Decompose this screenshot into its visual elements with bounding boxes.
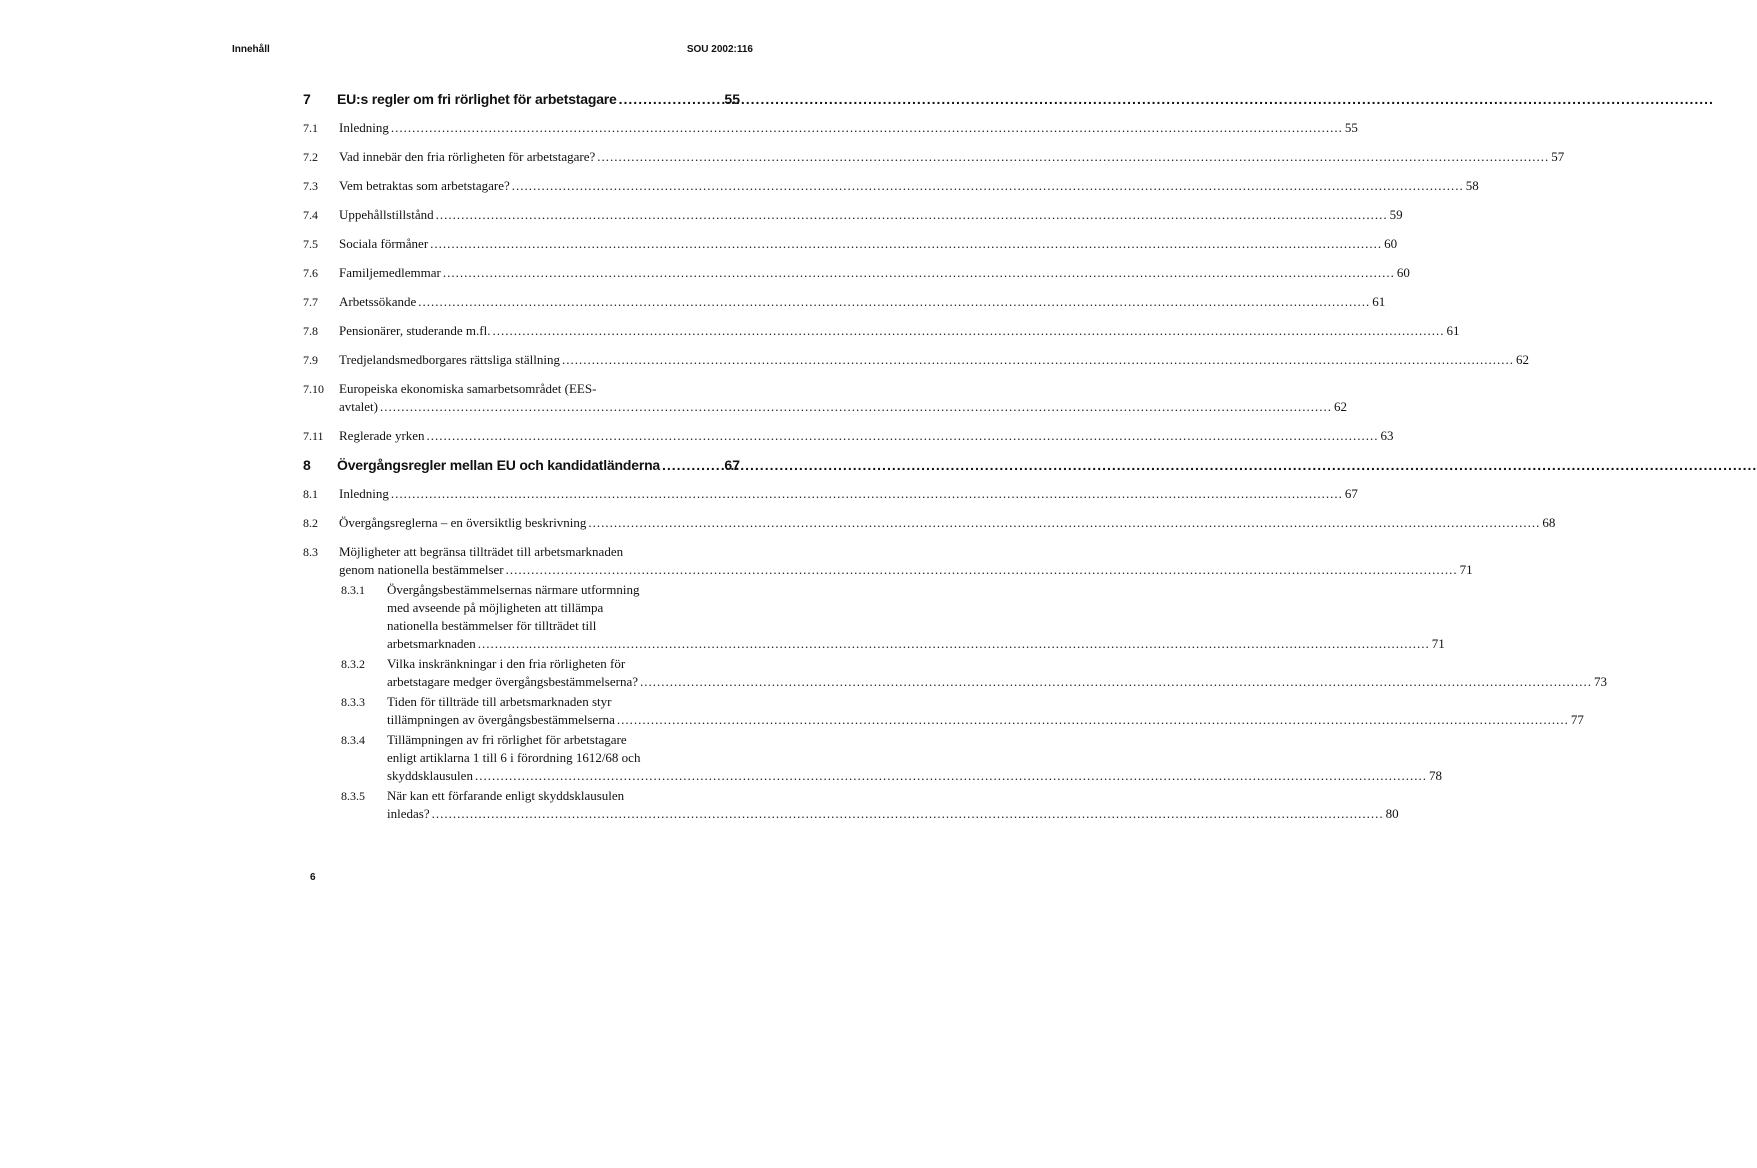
entry-page-number: 62 [1515,352,1529,367]
leader-dots [588,514,1540,532]
entry-last-line [387,767,1442,785]
leader-dots [475,767,1427,785]
section-number: 8.2 [303,516,318,530]
section-body [339,543,1473,579]
chapter-page-number: 55 [724,91,740,107]
leader-dots [427,427,1379,445]
entry-last-line [339,351,1529,369]
section-body [339,427,1394,445]
toc-section-entry [303,427,1394,445]
entry-last-line [387,711,1584,729]
leader-dots [391,119,1343,137]
section-number: 8.3 [303,545,318,559]
section-number: 7.11 [303,429,324,443]
leader-dots [432,805,1384,823]
entry-last-line [339,398,1347,416]
section-number: 8.1 [303,487,318,501]
subsection-body [387,693,1584,729]
entry-text-line: Europeiska ekonomiska samarbetsområdet (EES- [339,381,597,396]
entry-page-number: 57 [1551,149,1565,164]
entry-page-number: 61 [1446,323,1460,338]
chapter-number: 7 [303,91,311,107]
entry-page-number: 60 [1396,265,1410,280]
entry-text-line: Reglerade yrken [339,428,425,443]
section-number: 7.2 [303,150,318,164]
entry-page-number: 58 [1465,178,1479,193]
section-number: 7.7 [303,295,318,309]
leader-dots [443,264,1395,282]
entry-last-line [339,119,1358,137]
toc-subsection-entry [341,787,1399,823]
leader-dots [512,177,1464,195]
section-body [339,293,1385,311]
entry-page-number: 59 [1389,207,1403,222]
entry-last-line [339,206,1403,224]
entry-last-line [339,561,1473,579]
section-number: 7.1 [303,121,318,135]
toc-section-entry [303,177,1479,195]
entry-text-line: Pensionärer, studerande m.fl. [339,323,491,338]
entry-page-number: 60 [1384,236,1398,251]
entry-page-number: 71 [1431,636,1445,651]
entry-last-line [339,485,1358,503]
toc-subsection-entry [341,655,1607,691]
entry-text-line: genom nationella bestämmelser [339,562,504,577]
section-body [339,177,1479,195]
entry-text-line: med avseende på möjligheten att tillämpa [387,600,604,615]
entry-last-line [339,514,1555,532]
subsection-number: 8.3.3 [341,695,365,709]
section-number: 7.5 [303,237,318,251]
section-body [339,322,1459,340]
section-number: 7.8 [303,324,318,338]
entry-last-line [339,177,1479,195]
entry-page-number: 80 [1385,806,1399,821]
leader-dots [662,457,722,473]
toc-section-entry [303,485,1358,503]
leader-dots [597,148,1549,166]
running-header-left: Innehåll [232,44,270,55]
section-body [339,264,1410,282]
entry-page-number: 61 [1372,294,1386,309]
entry-last-line [339,264,1410,282]
section-body [339,514,1555,532]
leader-dots [619,91,723,107]
section-body [339,206,1403,224]
entry-text-line: Familjemedlemmar [339,265,441,280]
toc-section-entry [303,322,1460,340]
subsection-number: 8.3.1 [341,583,365,597]
entry-last-line [387,635,1445,653]
section-number: 7.4 [303,208,318,222]
entry-page-number: 77 [1570,712,1584,727]
subsection-body [387,581,1445,653]
section-body [339,235,1397,253]
toc-section-entry [303,206,1403,224]
entry-last-line [339,427,1394,445]
entry-last-line [339,148,1564,166]
toc-section-entry [303,119,1358,137]
leader-dots [391,485,1343,503]
section-number: 7.3 [303,179,318,193]
entry-text-line: Tillämpningen av fri rörlighet för arbetstagare [387,732,627,747]
subsection-number: 8.3.5 [341,789,365,803]
entry-text-line: enligt artiklarna 1 till 6 i förordning 1612/68 och [387,750,641,765]
chapter-title: EU:s regler om fri rörlighet för arbetstagare [337,91,617,107]
leader-dots [492,322,1444,340]
toc-section-entry [303,148,1565,166]
toc-section-entry [303,380,1347,416]
entry-page-number: 71 [1459,562,1473,577]
section-number: 7.9 [303,353,318,367]
entry-text-line: Övergångsreglerna – en översiktlig beskrivning [339,515,587,530]
chapter-number: 8 [303,457,311,473]
entry-text-line: Möjligheter att begränsa tillträdet till arbetsmarknaden [339,544,624,559]
entry-last-line [387,805,1399,823]
entry-text-line: Uppehållstillstånd [339,207,434,222]
entry-text-line: Tredjelandsmedborgares rättsliga ställning [339,352,560,367]
entry-text-line: Inledning [339,486,389,501]
entry-page-number: 73 [1593,674,1607,689]
toc-section-entry [303,514,1556,532]
subsection-body [387,655,1607,691]
chapter-title: Övergångsregler mellan EU och kandidatländerna [337,457,661,473]
leader-dots [617,711,1569,729]
toc-section-entry [303,543,1473,579]
leader-dots [478,635,1430,653]
entry-text-line: Sociala förmåner [339,236,429,251]
entry-text-line: Tiden för tillträde till arbetsmarknaden styr [387,694,612,709]
subsection-number: 8.3.4 [341,733,365,747]
entry-text-line: arbetstagare medger övergångsbestämmelserna? [387,674,638,689]
entry-last-line [339,322,1459,340]
entry-text-line: Vem betraktas som arbetstagare? [339,178,510,193]
toc-section-entry [303,235,1398,253]
section-body [339,380,1347,416]
leader-dots [436,206,1388,224]
chapter-heading [303,91,740,107]
toc-section-entry [303,293,1386,311]
page-number: 6 [310,872,316,883]
entry-text-line: nationella bestämmelser för tillträdet till [387,618,597,633]
leader-dots [506,561,1458,579]
leader-dots [562,351,1514,369]
entry-last-line [339,235,1397,253]
leader-dots [380,398,1332,416]
entry-text-line: Vilka inskränkningar i den fria rörligheten för [387,656,626,671]
subsection-body [387,787,1399,823]
subsection-body [387,731,1442,785]
entry-text-line: inledas? [387,806,430,821]
leader-dots [418,293,1370,311]
entry-last-line [387,673,1607,691]
section-number: 7.6 [303,266,318,280]
subsection-number: 8.3.2 [341,657,365,671]
running-header-right: SOU 2002:116 [686,44,753,55]
toc-subsection-entry [341,581,1445,653]
entry-page-number: 62 [1333,399,1347,414]
section-body [339,148,1564,166]
section-body [339,119,1358,137]
entry-text-line: När kan ett förfarande enligt skyddsklausulen [387,788,625,803]
entry-page-number: 78 [1428,768,1442,783]
entry-text-line: tillämpningen av övergångsbestämmelserna [387,712,615,727]
entry-text-line: avtalet) [339,399,378,414]
entry-text-line: Inledning [339,120,389,135]
chapter-page-number: 67 [724,457,740,473]
entry-last-line [339,293,1385,311]
leader-dots [430,235,1382,253]
entry-text-line: Arbetssökande [339,294,417,309]
entry-text-line: Övergångsbestämmelsernas närmare utformning [387,582,640,597]
entry-text-line: skyddsklausulen [387,768,473,783]
chapter-heading [303,457,740,473]
section-number: 7.10 [303,382,324,396]
entry-page-number: 63 [1380,428,1394,443]
entry-text-line: Vad innebär den fria rörligheten för arbetstagare? [339,149,596,164]
entry-page-number: 67 [1344,486,1358,501]
table-of-contents [303,91,1607,825]
leader-dots [640,673,1592,691]
section-body [339,485,1358,503]
entry-text-line: arbetsmarknaden [387,636,476,651]
toc-subsection-entry [341,731,1442,785]
entry-page-number: 55 [1344,120,1358,135]
toc-section-entry [303,264,1410,282]
entry-page-number: 68 [1542,515,1556,530]
toc-section-entry [303,351,1529,369]
toc-subsection-entry [341,693,1584,729]
section-body [339,351,1529,369]
